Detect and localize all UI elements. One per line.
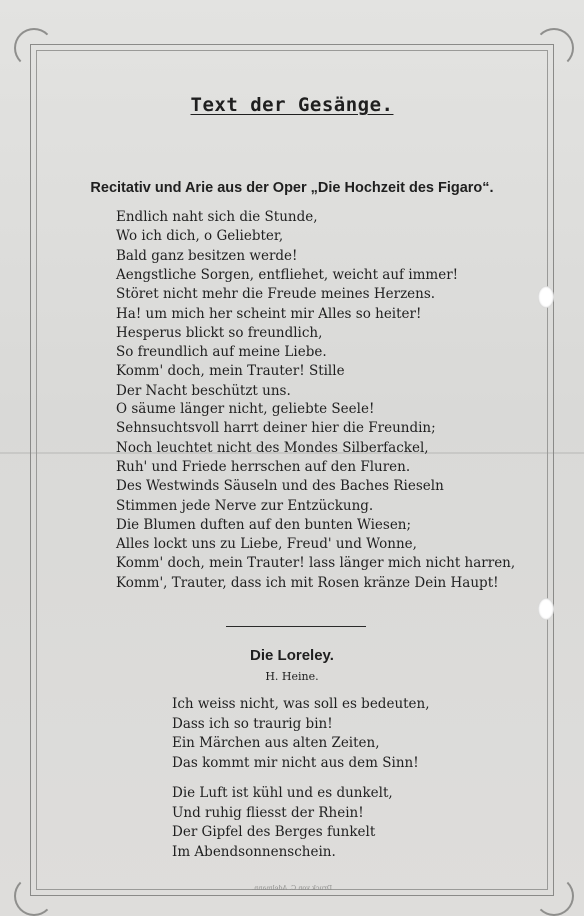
verse-line: Bald ganz besitzen werde! xyxy=(116,247,298,264)
verse-line: Der Nacht beschützt uns. xyxy=(116,382,291,399)
corner-ornament-icon xyxy=(14,876,54,916)
verse-line: So freundlich auf meine Liebe. xyxy=(116,344,327,361)
verse-line: Ha! um mich her scheint mir Alles so heiter! xyxy=(116,305,422,322)
verse-line: Komm', Trauter, dass ich mit Rosen kränze Dein Haupt! xyxy=(116,574,499,591)
verse-line: Stimmen jede Nerve zur Entzückung. xyxy=(116,497,374,514)
verse-line: Im Abendsonnenschein. xyxy=(172,843,336,860)
verse-line: Wo ich dich, o Geliebter, xyxy=(116,228,284,245)
section-divider xyxy=(226,626,366,627)
poem-author: H. Heine. xyxy=(265,670,319,683)
verse-line: Ruh' und Friede herrschen auf den Fluren. xyxy=(116,458,411,475)
verse-line: Ich weiss nicht, was soll es bedeuten, xyxy=(172,696,430,712)
verse-line: O säume länger nicht, geliebte Seele! xyxy=(116,401,375,417)
verse-line: Hesperus blickt so freundlich, xyxy=(116,324,323,341)
verse-line: Die Luft ist kühl und es dunkelt, xyxy=(172,785,393,801)
verse-line: Alles lockt uns zu Liebe, Freud' und Wonne, xyxy=(116,536,417,553)
verse-line: Das kommt mir nicht aus dem Sinn! xyxy=(172,754,419,771)
verse-line: Ein Märchen aus alten Zeiten, xyxy=(172,735,380,751)
corner-ornament-icon xyxy=(14,28,54,68)
verse-line: Und ruhig fliesst der Rhein! xyxy=(172,804,364,821)
verse-line: Noch leuchtet nicht des Mondes Silberfackel, xyxy=(116,439,429,456)
verse-line: Sehnsuchtsvoll harrt deiner hier die Freundin; xyxy=(116,420,436,437)
printer-imprint: Druck von C. Adelmann. xyxy=(251,884,333,892)
poem-title: Die Loreley. xyxy=(250,647,334,664)
verse-line: Der Gipfel des Berges funkelt xyxy=(172,824,376,840)
punch-hole-icon xyxy=(538,598,554,620)
corner-ornament-icon xyxy=(534,28,574,68)
page-title: Text der Gesänge. xyxy=(190,94,394,116)
verse-line: Aengstliche Sorgen, entfliehet, weicht auf immer! xyxy=(116,266,459,283)
verse-line: Des Westwinds Säuseln und des Baches Rieseln xyxy=(116,478,444,495)
corner-ornament-icon xyxy=(534,876,574,916)
verse-line: Komm' doch, mein Trauter! lass länger mich nicht harren, xyxy=(116,555,516,572)
verse-line: Die Blumen duften auf den bunten Wiesen; xyxy=(116,516,412,533)
aria-heading: Recitativ und Arie aus der Oper „Die Hochzeit des Figaro“. xyxy=(90,180,494,196)
punch-hole-icon xyxy=(538,286,554,308)
verse-line: Endlich naht sich die Stunde, xyxy=(116,209,318,225)
verse-line: Komm' doch, mein Trauter! Stille xyxy=(116,363,345,380)
verse-line: Störet nicht mehr die Freude meines Herzens. xyxy=(116,286,436,303)
verse-line: Dass ich so traurig bin! xyxy=(172,715,333,732)
